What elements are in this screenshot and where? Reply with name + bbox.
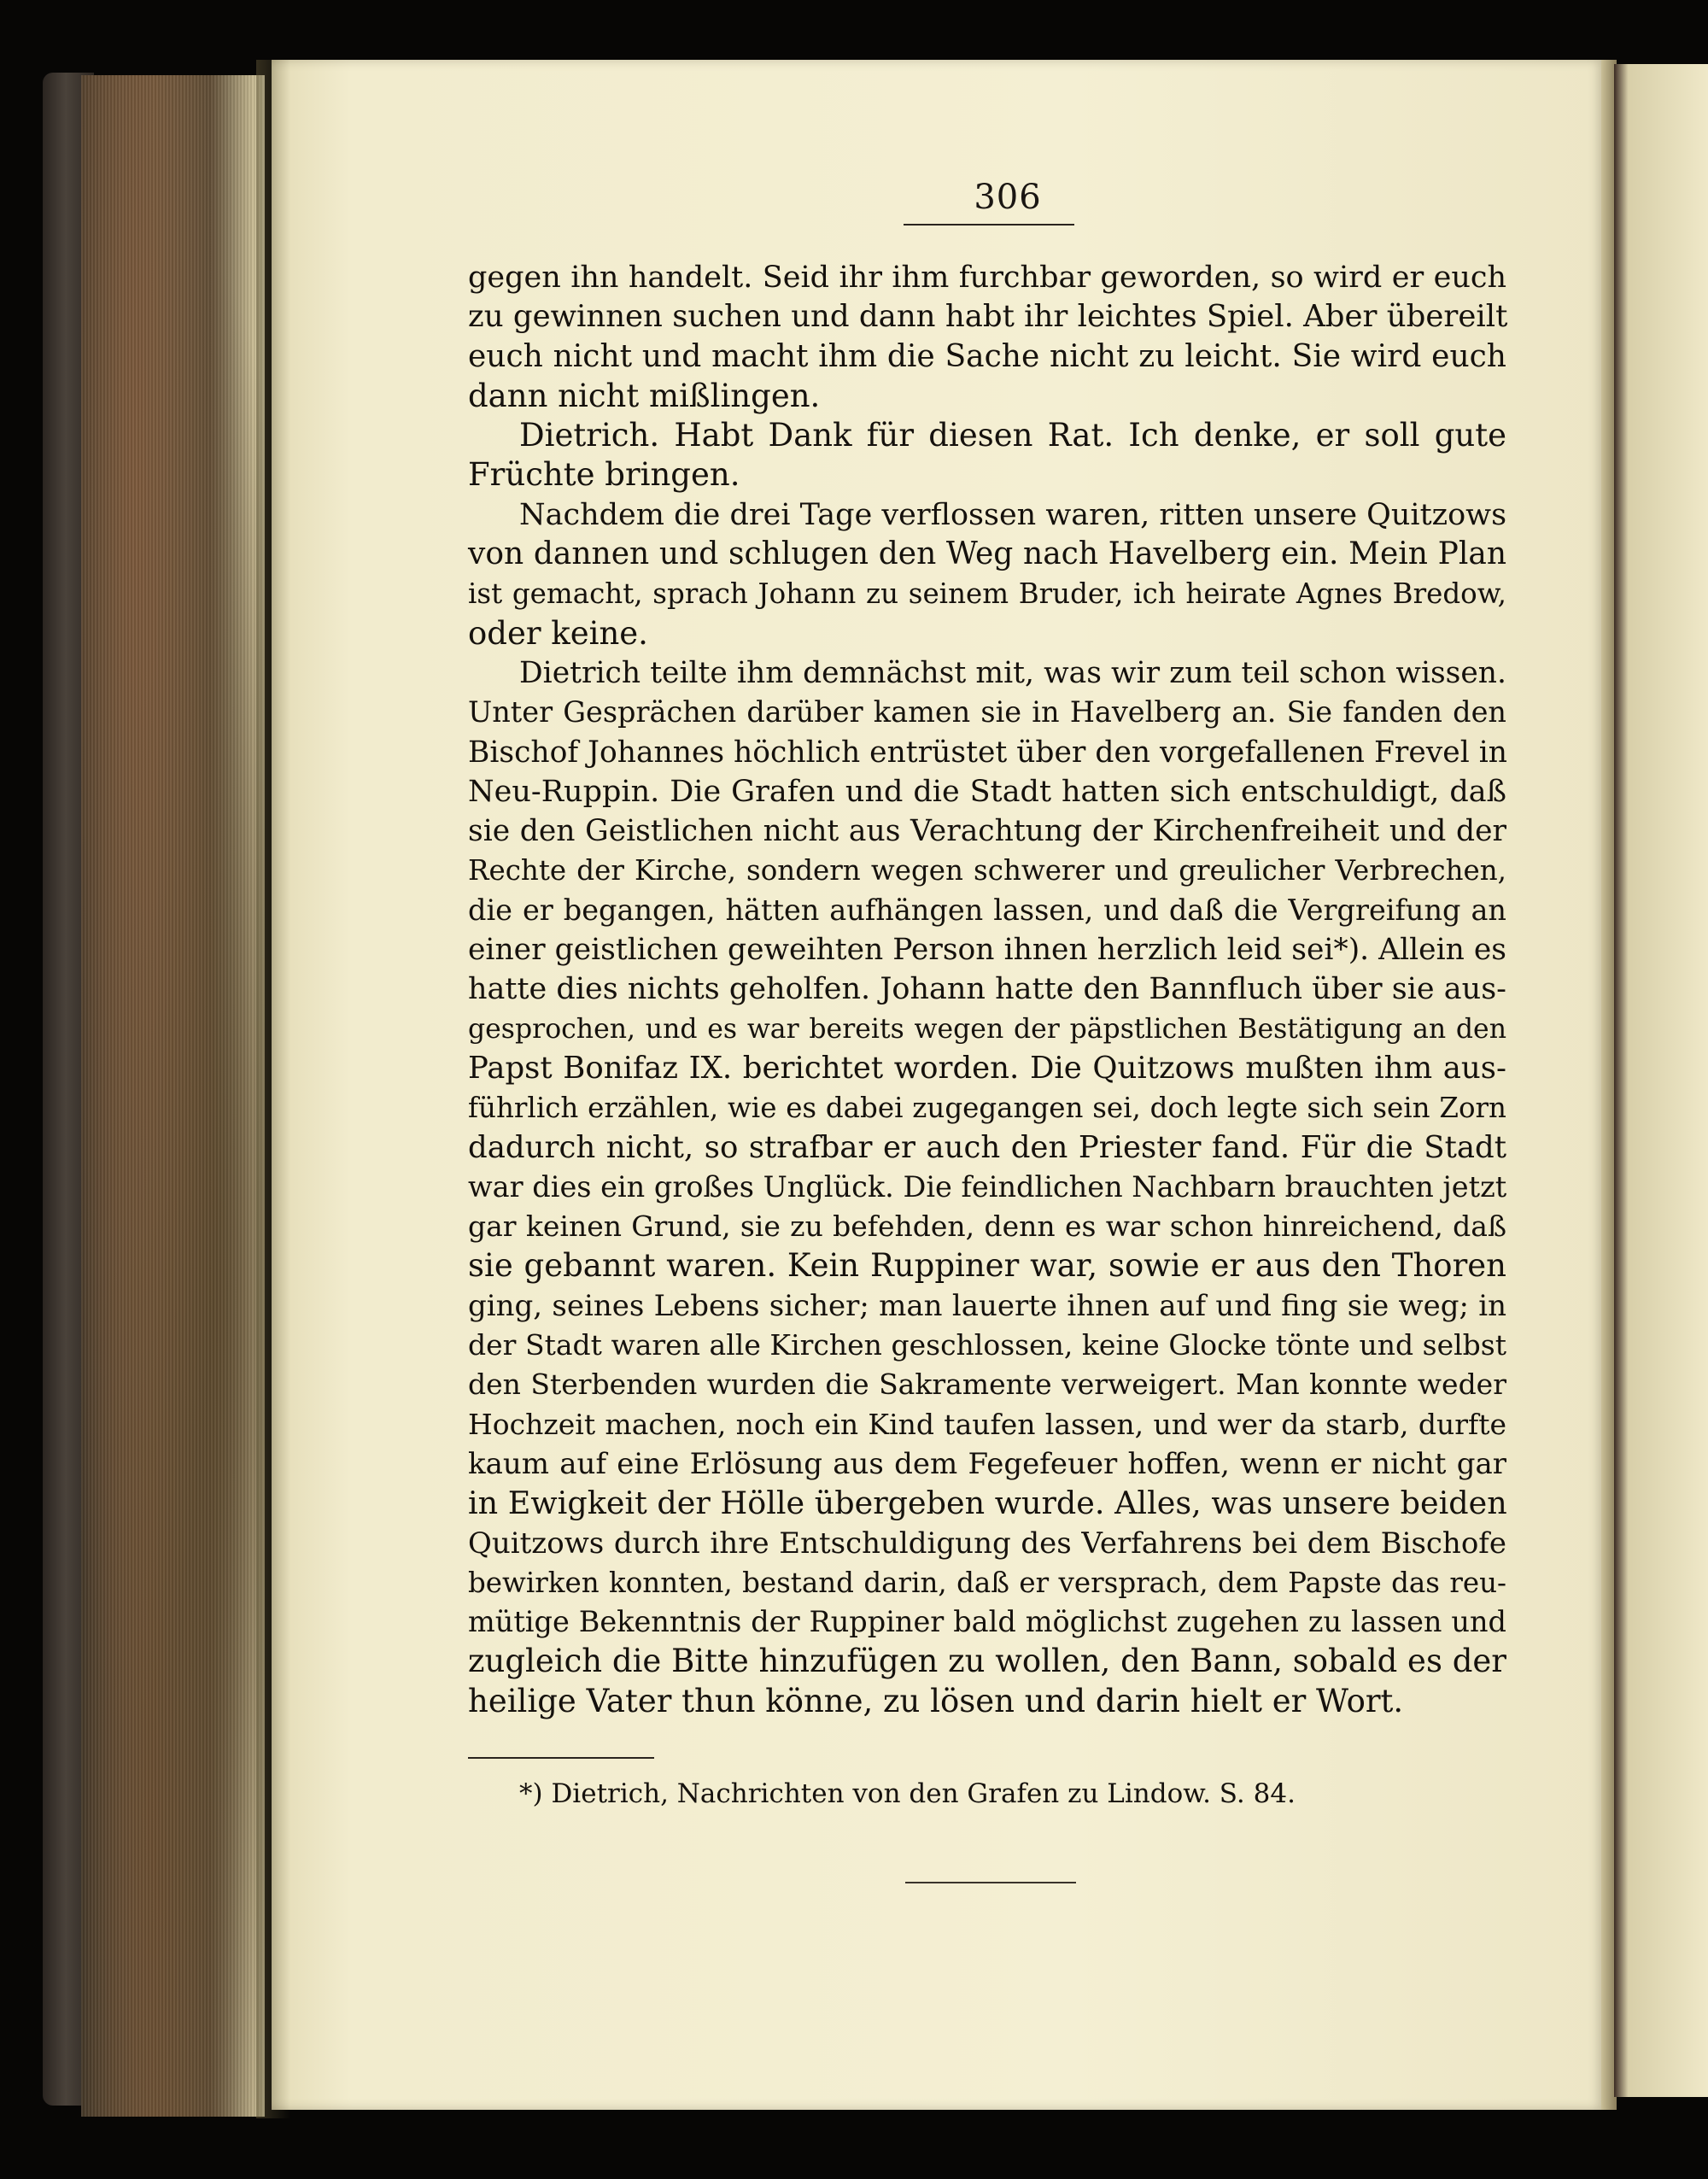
text-line: ist gemacht, sprach Johann zu seinem Bruder, ich heirate Agnes Bredow, bbox=[468, 577, 1506, 611]
text-line: Dietrich teilte ihm demnächst mit, was wir zum teil schon wissen. bbox=[519, 655, 1506, 690]
text-line: mütige Bekenntnis der Ruppiner bald möglichst zugehen zu lassen und bbox=[468, 1605, 1506, 1639]
text-line: hatte dies nichts geholfen. Johann hatte den Bannfluch über sie aus- bbox=[468, 972, 1506, 1007]
text-line: Papst Bonifaz IX. berichtet worden. Die Quitzows mußten ihm aus- bbox=[468, 1050, 1506, 1086]
text-line: oder keine. bbox=[468, 614, 648, 652]
page-number: 306 bbox=[974, 178, 1042, 217]
text-line: Nachdem die drei Tage verflossen waren, ritten unsere Quitzows bbox=[519, 497, 1507, 532]
header-rule bbox=[904, 224, 1074, 226]
text-line: zugleich die Bitte hinzufügen zu wollen, den Bann, sobald es der bbox=[468, 1643, 1506, 1680]
text-line: in Ewigkeit der Hölle übergeben wurde. Alles, was unsere beiden bbox=[468, 1485, 1507, 1522]
text-line: von dannen und schlugen den Weg nach Havelberg ein. Mein Plan bbox=[468, 536, 1506, 572]
gutter-shadow bbox=[256, 60, 290, 2118]
text-line: gesprochen, und es war bereits wegen der päpstlichen Bestätigung an den bbox=[468, 1013, 1506, 1045]
text-line: dann nicht mißlingen. bbox=[468, 377, 821, 414]
text-line: Hochzeit machen, noch ein Kind taufen lassen, und wer da starb, durfte bbox=[468, 1407, 1506, 1441]
text-line: Neu-Ruppin. Die Grafen und die Stadt hatten sich entschuldigt, daß bbox=[468, 774, 1506, 809]
body-text bbox=[468, 258, 1506, 1721]
text-line: heilige Vater thun könne, zu lösen und darin hielt er Wort. bbox=[468, 1682, 1404, 1719]
text-line: die er begangen, hätten aufhängen lassen, und daß die Vergreifung an bbox=[468, 893, 1506, 927]
text-line: Früchte bringen. bbox=[468, 456, 740, 494]
text-line: den Sterbenden wurden die Sakramente verweigert. Man konnte weder bbox=[468, 1368, 1506, 1402]
text-line: zu gewinnen suchen und dann habt ihr leichtes Spiel. Aber übereilt bbox=[468, 299, 1508, 335]
text-line: gar keinen Grund, sie zu befehden, denn es war schon hinreichend, daß bbox=[468, 1210, 1506, 1244]
text-line: dadurch nicht, so strafbar er auch den Priester fand. Für die Stadt bbox=[468, 1129, 1506, 1165]
text-line: sie den Geistlichen nicht aus Verachtung der Kirchenfreiheit und der bbox=[468, 814, 1506, 849]
text-line: ging, seines Lebens sicher; man lauerte ihnen auf und fing sie weg; in bbox=[468, 1288, 1506, 1323]
text-line: gegen ihn handelt. Seid ihr ihm furchbar geworden, so wird er euch bbox=[468, 261, 1506, 295]
text-line: führlich erzählen, wie es dabei zugegangen sei, doch legte sich sein Zorn bbox=[468, 1092, 1506, 1125]
text-line: einer geistlichen geweihten Person ihnen herzlich leid sei*). Allein es bbox=[468, 933, 1506, 968]
text-line: Rechte der Kirche, sondern wegen schwerer und greulicher Verbrechen, bbox=[468, 854, 1506, 887]
page-block-edge bbox=[81, 75, 265, 2117]
text-line: euch nicht und macht ihm die Sache nicht zu leicht. Sie wird euch bbox=[468, 338, 1506, 374]
closing-rule bbox=[905, 1882, 1076, 1883]
text-line: sie gebannt waren. Kein Ruppiner war, sowie er aus den Thoren bbox=[468, 1247, 1506, 1285]
text-line: Bischof Johannes höchlich entrüstet über den vorgefallenen Frevel in bbox=[468, 735, 1507, 770]
text-line: Quitzows durch ihre Entschuldigung des Verfahrens bei dem Bischofe bbox=[468, 1526, 1506, 1561]
footnote: *) Dietrich, Nachrichten von den Grafen zu Lindow. S. 84. bbox=[519, 1778, 1296, 1809]
footnote-rule bbox=[468, 1757, 654, 1759]
facing-page-edge bbox=[1614, 64, 1708, 2097]
text-line: bewirken konnten, bestand darin, daß er versprach, dem Papste das reu- bbox=[468, 1566, 1506, 1599]
text-line: kaum auf eine Erlösung aus dem Fegefeuer hoffen, wenn er nicht gar bbox=[468, 1446, 1506, 1481]
text-line: der Stadt waren alle Kirchen geschlossen, keine Glocke tönte und selbst bbox=[468, 1328, 1506, 1362]
text-line: war dies ein großes Unglück. Die feindlichen Nachbarn brauchten jetzt bbox=[468, 1169, 1507, 1204]
text-line: Dietrich. Habt Dank für diesen Rat. Ich denke, er soll gute bbox=[519, 417, 1506, 454]
text-line: Unter Gesprächen darüber kamen sie in Havelberg an. Sie fanden den bbox=[468, 695, 1506, 729]
